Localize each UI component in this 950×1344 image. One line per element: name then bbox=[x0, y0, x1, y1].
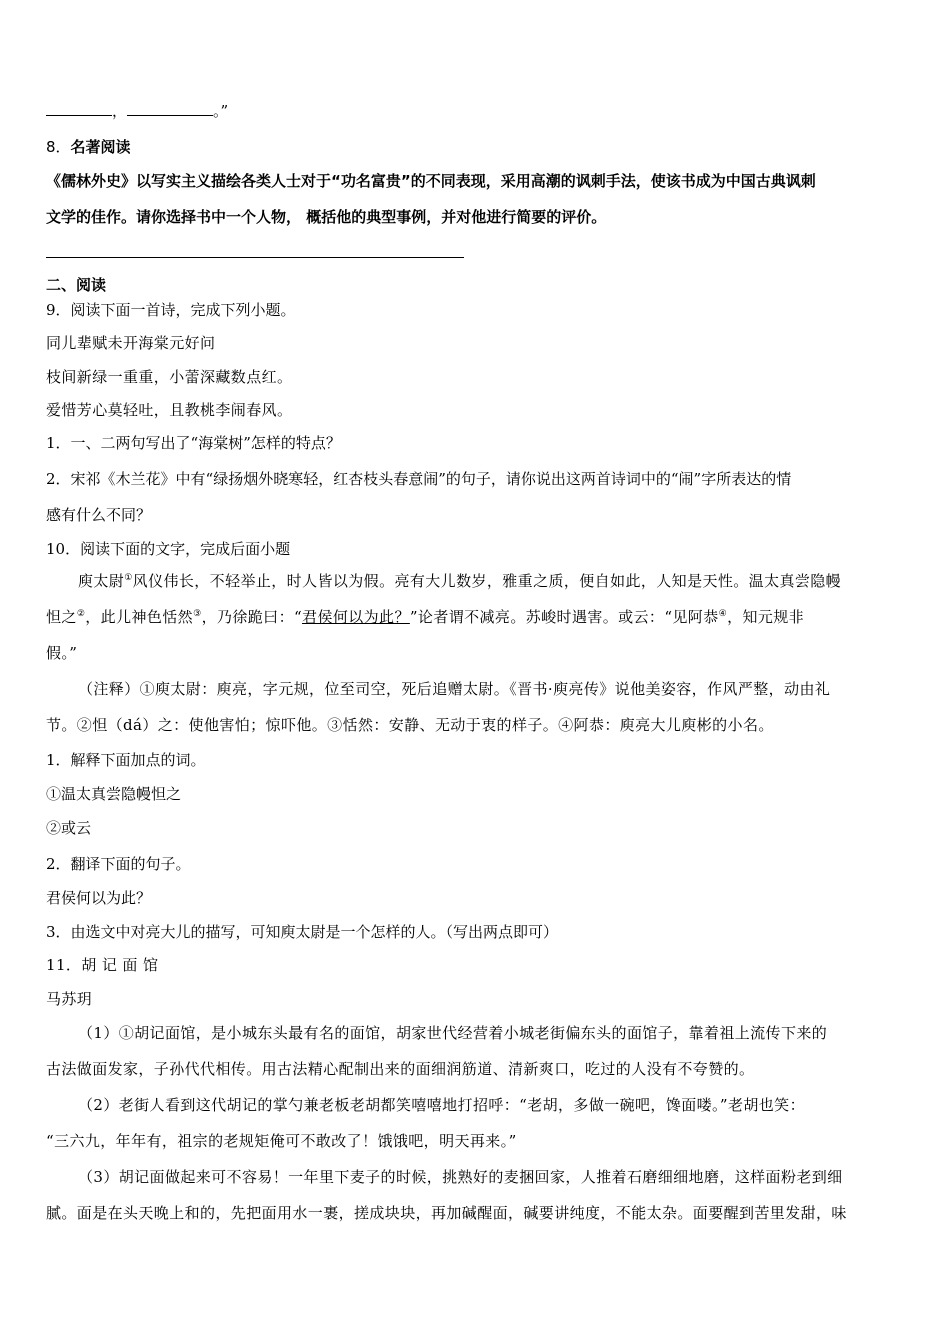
q10-sub2-sentence: 君侯何以为此？ bbox=[46, 889, 152, 907]
q10-text-line2: 怛之②，此儿神色恬然③，乃徐跪曰：“君侯何以为此？”论者谓不减亮。苏峻时遇害。或云：“见阿恭④，知元规非 bbox=[46, 608, 805, 626]
closing-punct: 。” bbox=[213, 102, 229, 120]
q8-line2: 文学的佳作。请你选择书中一个人物， 概括他的典型事例，并对他进行简要的评价。 bbox=[46, 208, 607, 226]
poem-line-2: 爱惜芳心莫轻吐，且教桃李闹春风。 bbox=[46, 401, 293, 419]
footnote-ref: ③ bbox=[193, 609, 202, 619]
answer-line[interactable] bbox=[46, 257, 464, 258]
q11-p1-line1: （1）①胡记面馆，是小城东头最有名的面馆，胡家世代经营着小城老街偏东头的面馆子，靠着祖上流传下来的 bbox=[78, 1024, 828, 1042]
q10-intro: 10．阅读下面的文字，完成后面小题 bbox=[46, 540, 291, 558]
q10-note-line1: （注释）①庾太尉：庾亮，字元规，位至司空，死后追赠太尉。《晋书·庾亮传》说他美姿容，作风严整，动由礼 bbox=[78, 680, 831, 698]
q8-line1: 《儒林外史》以写实主义描绘各类人士对于“功名富贵”的不同表现，采用高潮的讽刺手法，使该书成为中国古典讽刺 bbox=[46, 172, 816, 190]
q11-p3-line2: 腻。面是在头天晚上和的，先把面用水一裹，搓成块块，再加碱醒面，碱要讲纯度，不能太杂。面要醒到苦里发甜，味 bbox=[46, 1204, 847, 1222]
q11-author: 马苏玥 bbox=[46, 990, 93, 1008]
fill-blank-line bbox=[46, 101, 906, 121]
poem-title: 同儿辈赋未开海棠元好问 bbox=[46, 334, 216, 352]
footnote-ref: ④ bbox=[718, 609, 728, 619]
answer-blank[interactable] bbox=[127, 101, 213, 116]
q8-heading: 8．名著阅读 bbox=[46, 138, 131, 156]
q9-intro: 9．阅读下面一首诗，完成下列小题。 bbox=[46, 301, 296, 319]
q10-text-line3: 假。” bbox=[46, 644, 78, 662]
q11-p3-line1: （3）胡记面做起来可不容易！一年里下麦子的时候，挑熟好的麦捆回家，人推着石磨细细地磨，这样面粉老到细 bbox=[78, 1168, 843, 1186]
answer-blank[interactable] bbox=[46, 101, 112, 116]
q11-p1-line2: 古法做面发家，子孙代代相传。用古法精心配制出来的面细润筋道、清新爽口，吃过的人没有不夸赞的。 bbox=[46, 1060, 755, 1078]
footnote-ref: ② bbox=[76, 609, 86, 619]
q10-sub1: 1．解释下面加点的词。 bbox=[46, 751, 206, 769]
q11-p2-line1: （2）老街人看到这代胡记的掌勺兼老板老胡都笑嘻嘻地打招呼：“老胡，多做一碗吧，馋面喽。”老胡也笑： bbox=[78, 1096, 805, 1114]
q10-text-line1: 庾太尉①风仪伟长，不轻举止，时人皆以为假。亮有大儿数岁，雅重之质，便自如此，人知是天性。温太真尝隐幔 bbox=[78, 572, 842, 590]
q9-sub1: 1．一、二两句写出了“海棠树”怎样的特点？ bbox=[46, 434, 341, 452]
comma: ， bbox=[112, 102, 128, 120]
q10-sub3: 3．由选文中对亮大儿的描写，可知庾太尉是一个怎样的人。（写出两点即可） bbox=[46, 923, 559, 941]
footnote-ref: ① bbox=[124, 573, 133, 583]
q10-sub2: 2．翻译下面的句子。 bbox=[46, 855, 191, 873]
q10-sub1-b: ②或云 bbox=[46, 819, 92, 837]
q11-p2-line2: “三六九，年年有，祖宗的老规矩俺可不敢改了！饿饿吧，明天再来。” bbox=[46, 1132, 517, 1150]
q9-sub2-line1: 2．宋祁《木兰花》中有“绿扬烟外晓寒轻，红杏枝头春意闹”的句子，请你说出这两首诗词中的“闹”字所表达的情 bbox=[46, 470, 792, 488]
poem-line-1: 枝间新绿一重重，小蕾深藏数点红。 bbox=[46, 368, 293, 386]
q9-sub2-line2: 感有什么不同？ bbox=[46, 506, 152, 524]
q10-note-line2: 节。②怛（dá）之：使他害怕；惊吓他。③恬然：安静、无动于衷的样子。④阿恭：庾亮大儿庾彬的小名。 bbox=[46, 716, 774, 734]
underlined-sentence: 君侯何以为此？ bbox=[302, 608, 410, 626]
q11-title: 11．胡 记 面 馆 bbox=[46, 956, 159, 974]
q10-sub1-a: ①温太真尝隐幔怛之 bbox=[46, 785, 182, 803]
section-title: 二、阅读 bbox=[46, 276, 107, 294]
